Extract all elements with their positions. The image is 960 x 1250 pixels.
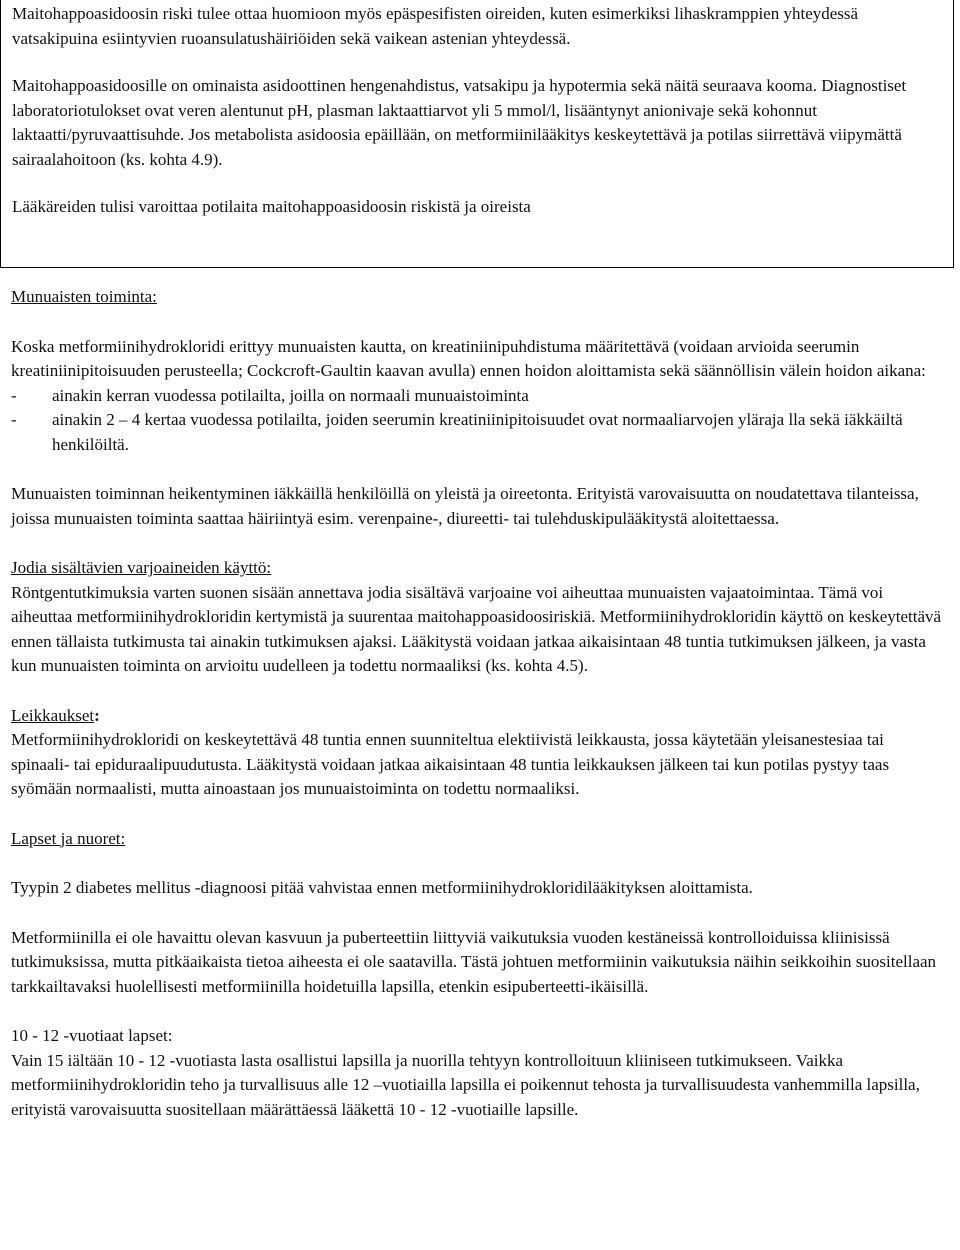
children-paragraph-1: Tyypin 2 diabetes mellitus -diagnoosi pitää vahvistaa ennen metformiinihydrokloridilääkityksen aloittamista. (11, 878, 753, 897)
kidney-list-item-text: ainakin 2 – 4 kertaa vuodessa potilailta, joiden seerumin kreatiniinipitoisuudet ovat normaaliarvojen yläraja lla sekä iäkkäiltä henkilöiltä. (52, 410, 903, 454)
kidney-list-item (11, 408, 946, 457)
iodine-heading: Jodia sisältävien varjoaineiden käyttö: (11, 558, 272, 577)
kidney-list-item-text: ainakin kerran vuodessa potilailta, joilla on normaali munuaistoiminta (52, 385, 529, 405)
iodine-paragraph: Röntgentutkimuksia varten suonen sisään annettava jodia sisältävä varjoaine voi aiheuttaa munuaisten vajaatoimintaa. Tämä voi aiheuttaa metformiinihydrokloridin kertymistä ja suurentaa maitohappoasidoosiriskiä. Metformiinihydrokloridin käyttö on keskeytettävä ennen tällaista tutkimusta tai ainakin tutkimuksen ajaksi. Lääkitystä voidaan jatkaa aikaisintaan 48 tuntia tutkimuksen jälkeen, ja vasta kun munuaisten toiminta on arvioitu uudelleen ja todettu normaaliksi (ks. kohta 4.5). (11, 582, 942, 675)
surgery-heading: Leikkaukset (11, 705, 95, 725)
surgery-paragraph: Metformiinihydrokloridi on keskeytettävä 48 tuntia ennen suunniteltua elektiivistä leikkausta, jossa käytetään yleisanestesiaa tai spinaali- tai epiduraalipuudutusta. Lääkitystä voidaan jatkaa aikaisintaan 48 tuntia leikkauksen jälkeen tai kun potilas pystyy taas syömään normaalisti, mutta ainoastaan jos munuaistoiminta on todettu normaaliksi. (11, 730, 890, 798)
box-paragraph-3: Lääkäreiden tulisi varoittaa potilaita maitohappoasidoosin riskistä ja oireista (12, 197, 531, 216)
surgery-heading-colon: : (94, 705, 100, 725)
age-group-paragraph: Vain 15 iältään 10 - 12 -vuotiasta lasta osallistui lapsilla ja nuorilla tehtyyn kontrolloituun kliiniseen tutkimukseen. Vaikka metformiinihydrokloridin teho ja turvallisuus alle 12 –vuotiailla lapsilla ei poikennut tehosta ja turvallisuudesta vanhemmilla lapsilla, erityistä varovaisuutta suositellaan määrättäessä lääkettä 10 - 12 -vuotiaille lapsille. (11, 1050, 920, 1119)
surgery-heading-line (11, 704, 946, 729)
kidney-intro: Koska metformiinihydrokloridi erittyy munuaisten kautta, on kreatiniinipuhdistuma määritettävä (voidaan arvioida seerumin kreatiniinipitoisuuden perusteella; Cockcroft-Gaultin kaavan avulla) ennen hoidon aloittamista sekä säännöllisin välein hoidon aikana: (11, 336, 926, 380)
box-paragraph-2: Maitohappoasidoosille on ominaista asidoottinen hengenahdistus, vatsakipu ja hypotermia sekä näitä seuraava kooma. Diagnostiset laboratoriotulokset ovat veren alentunut pH, plasman laktaattiarvot yli 5 mmol/l, lisääntynyt anionivaje sekä kohonnut laktaatti/pyruvaattisuhde. Jos metabolista asidoosia epäillään, on metformiinilääkitys keskeytettävä ja potilas siirrettävä viipymättä sairaalahoitoon (ks. kohta 4.9). (12, 76, 907, 169)
list-dash: - (11, 410, 17, 429)
children-paragraph-2: Metformiinilla ei ole havaittu olevan kasvuun ja puberteettiin liittyviä vaikutuksia vuoden kestäneissä kontrolloiduissa kliinisissä tutkimuksissa, mutta pitkäaikaista tietoa aiheesta ei ole saatavilla. Tästä johtuen metformiinin vaikutuksia näihin seikkoihin suositellaan tarkkailtavaksi huolellisesti metformiinilla hoidetuilla lapsilla, etenkin esipuberteetti-ikäisillä. (11, 927, 937, 996)
kidney-list-item (11, 384, 946, 409)
children-heading: Lapset ja nuoret: (11, 828, 126, 848)
warning-box (0, 0, 954, 268)
age-group-heading: 10 - 12 -vuotiaat lapset: (11, 1026, 173, 1045)
box-paragraph-1: Maitohappoasidoosin riski tulee ottaa huomioon myös epäspesifisten oireiden, kuten esimerkiksi lihaskramppien yhteydessä vatsakipuina esiintyvien ruoansulatushäiriöiden sekä vaikean astenian yhteydessä. (12, 4, 859, 48)
kidney-heading: Munuaisten toiminta: (11, 287, 157, 306)
document-body (11, 285, 946, 1122)
list-dash: - (11, 385, 17, 405)
kidney-paragraph: Munuaisten toiminnan heikentyminen iäkkäillä henkilöillä on yleistä ja oireetonta. Erityistä varovaisuutta on noudatettava tilanteissa, joissa munuaisten toiminta saattaa häiriintyä esim. verenpaine-, diureetti- tai tulehduskipulääkitystä aloitettaessa. (11, 484, 919, 528)
